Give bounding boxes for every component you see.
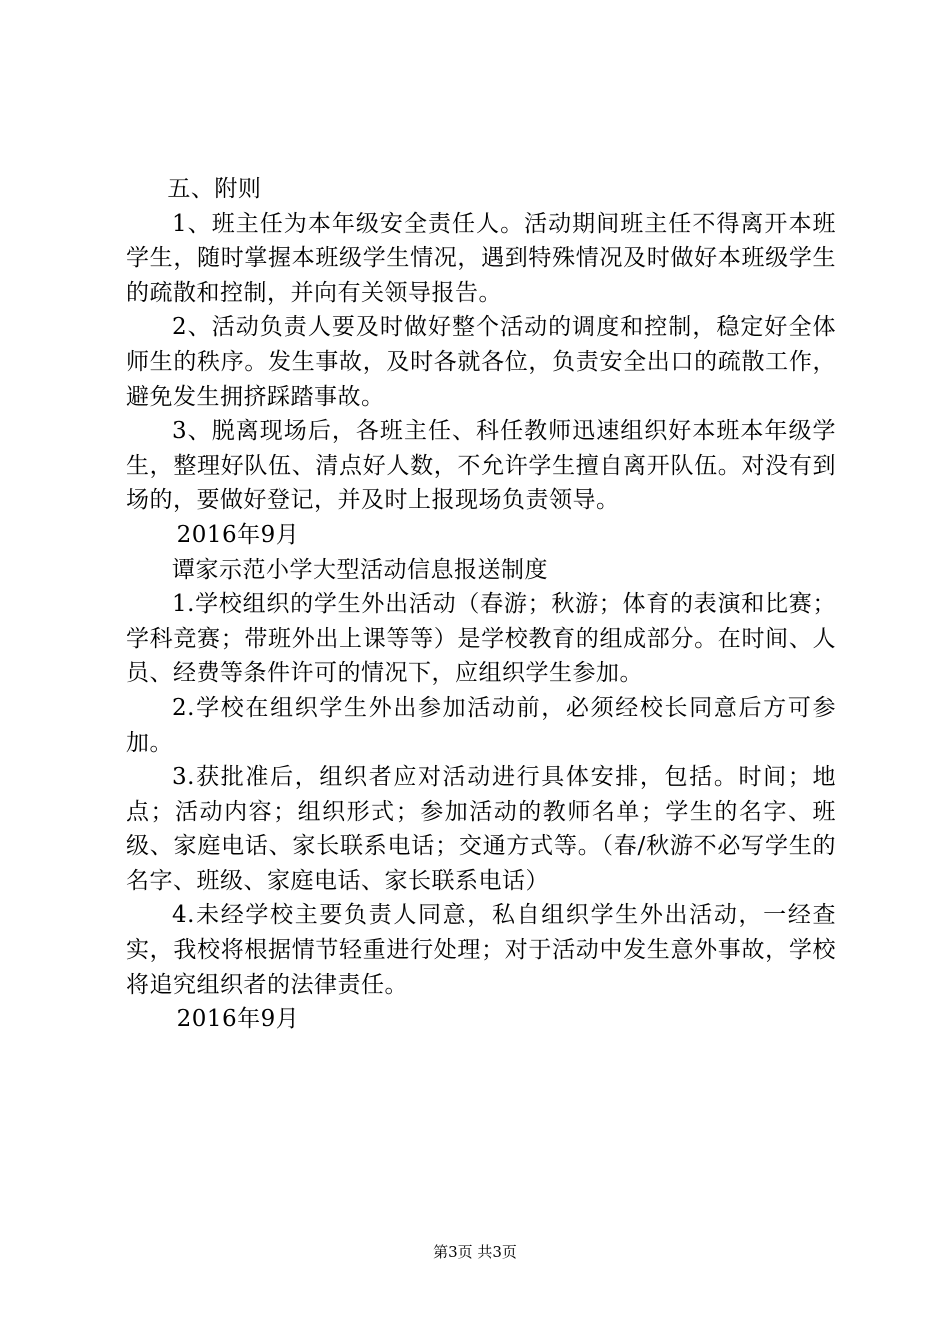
document-title: 谭家示范小学大型活动信息报送制度 xyxy=(172,556,548,583)
paragraph-item-4: 4.未经学校主要负责人同意，私自组织学生外出活动，一经查实，我校将根据情节轻重进行处理；对于活动中发生意外事故，学校将追究组织者的法律责任。 xyxy=(126,902,836,998)
paragraph-item-1: 1.学校组织的学生外出活动（春游；秋游；体育的表演和比赛；学科竞赛；带班外出上课等等）是学校教育的组成部分。在时间、人员、经费等条件许可的情况下，应组织学生参加。 xyxy=(126,591,836,687)
document-body xyxy=(126,172,836,1037)
section-heading: 五、附则 xyxy=(167,176,262,202)
paragraph-item-3: 3.获批准后，组织者应对活动进行具体安排，包括。时间；地点；活动内容；组织形式；参加活动的教师名单；学生的名字、班级、家庭电话、家长联系电话；交通方式等。（春/秋游不必写学生的名字、班级、家庭电话、家长联系电话） xyxy=(126,764,836,894)
paragraph-item-2: 2.学校在组织学生外出参加活动前，必须经校长同意后方可参加。 xyxy=(126,694,836,756)
paragraph-rule-1: 1、班主任为本年级安全责任人。活动期间班主任不得离开本班学生，随时掌握本班级学生情况，遇到特殊情况及时做好本班级学生的疏散和控制，并向有关领导报告。 xyxy=(126,210,836,306)
page-number-footer: 第3页 共3页 xyxy=(433,1243,517,1261)
paragraph-rule-3: 3、脱离现场后，各班主任、科任教师迅速组织好本班本年级学生，整理好队伍、清点好人数，不允许学生擅自离开队伍。对没有到场的，要做好登记，并及时上报现场负责领导。 xyxy=(126,418,836,514)
date-line: 2016年9月 xyxy=(176,521,300,548)
date-line: 2016年9月 xyxy=(176,1006,300,1033)
paragraph-rule-2: 2、活动负责人要及时做好整个活动的调度和控制，稳定好全体师生的秩序。发生事故，及时各就各位，负责安全出口的疏散工作，避免发生拥挤踩踏事故。 xyxy=(126,314,836,410)
